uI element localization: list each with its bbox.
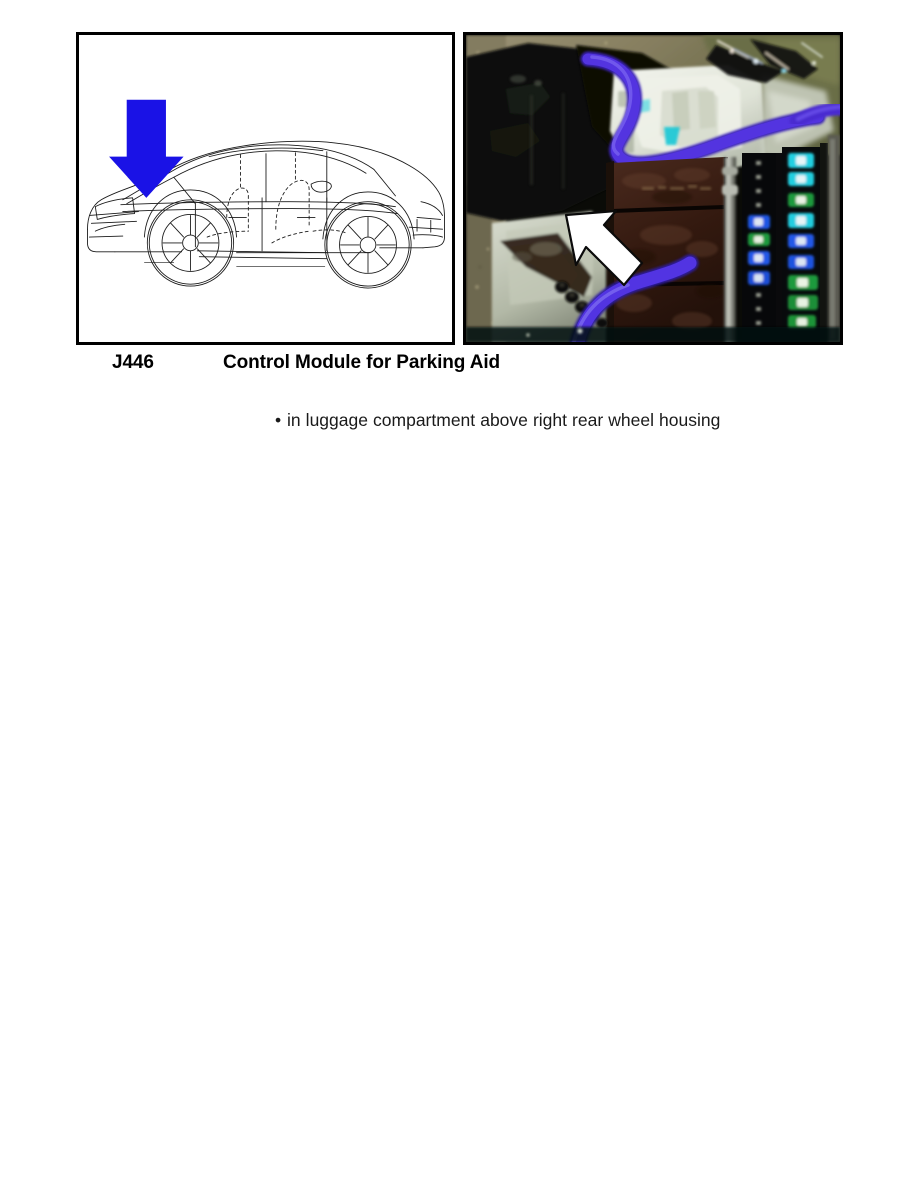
figure-caption	[0, 352, 918, 380]
bullet-glyph: •	[275, 410, 282, 430]
location-note-list	[275, 407, 745, 433]
figure-row	[0, 0, 918, 348]
vehicle-diagram-panel	[76, 32, 455, 345]
installation-photo-panel	[463, 32, 843, 345]
installation-photograph	[466, 35, 840, 342]
component-title: Control Module for Parking Aid	[223, 352, 501, 373]
vehicle-line-drawing	[79, 35, 452, 342]
location-note-item	[275, 407, 745, 433]
component-code: J446	[112, 352, 154, 373]
location-note-text: in luggage compartment above right rear wheel housing	[287, 410, 721, 430]
